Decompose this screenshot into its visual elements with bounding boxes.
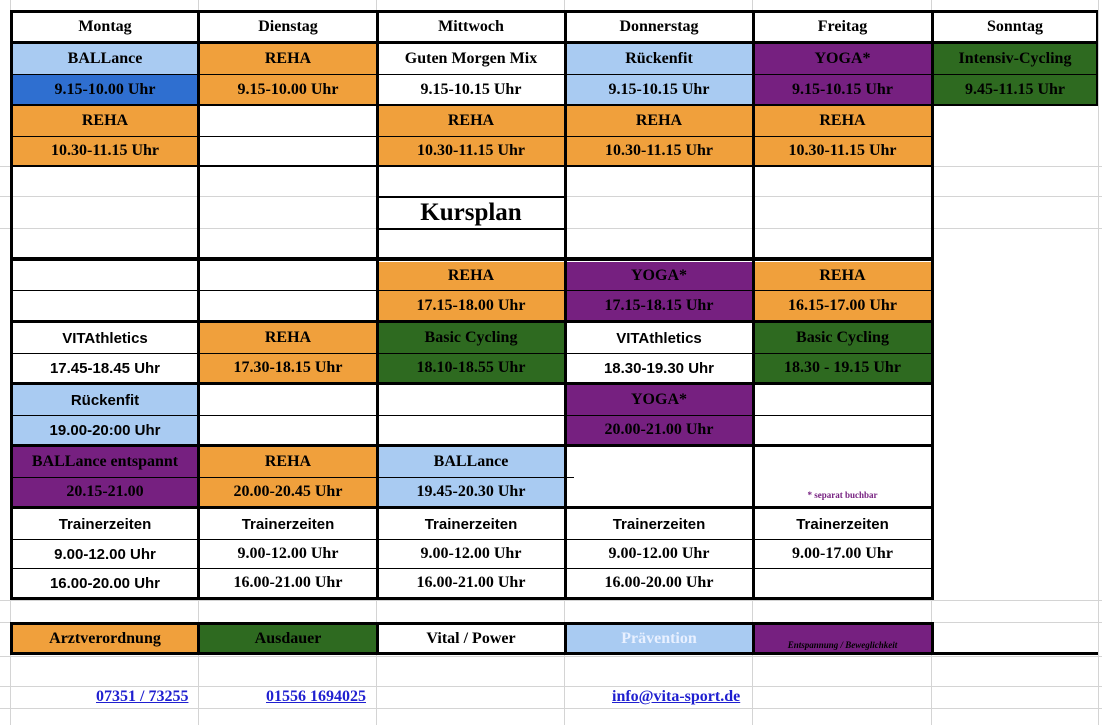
course-time: 18.30-19.30 Uhr bbox=[566, 354, 752, 382]
course-time: 20.00-20.45 Uhr bbox=[200, 478, 376, 506]
course-time: 17.15-18.00 Uhr bbox=[378, 291, 564, 320]
day-header-montag: Montag bbox=[78, 17, 132, 35]
border-line bbox=[10, 622, 13, 655]
trainer-time: 9.00-12.00 Uhr bbox=[420, 545, 522, 562]
border-line bbox=[10, 165, 932, 167]
course-name: BALLance entspannt bbox=[12, 447, 198, 477]
border-line bbox=[10, 444, 932, 447]
day-header-donnerstag: Donnerstag bbox=[619, 17, 699, 35]
gridline bbox=[0, 600, 1102, 601]
course-time: 9.15-10.15 Uhr bbox=[566, 75, 752, 104]
course-name: REHA bbox=[378, 262, 564, 290]
page-title: Kursplan bbox=[420, 199, 522, 226]
course-name: YOGA* bbox=[566, 385, 752, 415]
border-line bbox=[197, 622, 200, 655]
course-name: REHA bbox=[754, 262, 931, 290]
border-line bbox=[376, 228, 566, 230]
border-line bbox=[10, 257, 932, 261]
course-name: REHA bbox=[200, 323, 376, 353]
border-line bbox=[931, 622, 934, 655]
border-line bbox=[10, 652, 1098, 655]
trainer-time: 16.00-21.00 Uhr bbox=[416, 574, 526, 591]
border-line bbox=[1096, 10, 1098, 106]
border-line bbox=[10, 597, 932, 600]
course-time: 10.30-11.15 Uhr bbox=[12, 137, 198, 165]
border-line bbox=[10, 382, 932, 385]
trainer-label: Trainerzeiten bbox=[241, 515, 335, 533]
day-header-dienstag: Dienstag bbox=[258, 17, 318, 35]
course-time: 10.30-11.15 Uhr bbox=[566, 137, 752, 165]
course-name: REHA bbox=[566, 106, 752, 136]
border-line bbox=[10, 136, 932, 137]
gridline bbox=[0, 708, 1102, 709]
course-time: 19.45-20.30 Uhr bbox=[378, 478, 564, 506]
course-time: 19.00-20:00 Uhr bbox=[12, 416, 198, 444]
course-name: REHA bbox=[754, 106, 931, 136]
course-name: YOGA* bbox=[566, 262, 752, 290]
border-line bbox=[10, 104, 1098, 106]
gridline bbox=[1098, 0, 1099, 725]
border-line bbox=[10, 477, 574, 478]
trainer-time: 9.00-12.00 Uhr bbox=[237, 545, 339, 562]
border-line bbox=[376, 622, 379, 655]
legend-praevention: Prävention bbox=[566, 625, 752, 652]
border-line bbox=[10, 415, 932, 416]
course-name: YOGA* bbox=[754, 44, 931, 74]
course-name: REHA bbox=[378, 106, 564, 136]
course-time: 18.10-18.55 Uhr bbox=[378, 354, 564, 382]
course-time: 20.00-21.00 Uhr bbox=[566, 416, 752, 444]
trainer-time: 16.00-20.00 Uhr bbox=[49, 574, 161, 592]
course-name: Rückenfit bbox=[566, 44, 752, 74]
border-line bbox=[10, 10, 13, 600]
trainer-time: 16.00-20.00 Uhr bbox=[604, 574, 714, 591]
phone-link-2[interactable]: 01556 1694025 bbox=[266, 688, 366, 705]
course-name: REHA bbox=[200, 44, 376, 74]
course-name: BALLance bbox=[378, 447, 564, 477]
border-line bbox=[564, 10, 567, 600]
course-name: VITAthletics bbox=[12, 323, 198, 353]
trainer-time: 9.00-17.00 Uhr bbox=[792, 545, 893, 562]
course-name: REHA bbox=[200, 447, 376, 477]
course-name: VITAthletics bbox=[566, 323, 752, 353]
trainer-label: Trainerzeiten bbox=[424, 515, 518, 533]
trainer-time: 9.00-12.00 Uhr bbox=[54, 545, 156, 563]
day-header-mittwoch: Mittwoch bbox=[438, 17, 504, 35]
border-line bbox=[10, 10, 932, 13]
legend-vital-power: Vital / Power bbox=[378, 625, 564, 652]
course-time: 10.30-11.15 Uhr bbox=[754, 137, 931, 165]
border-line bbox=[197, 10, 200, 600]
course-time: 9.15-10.15 Uhr bbox=[754, 75, 931, 104]
legend-ausdauer: Ausdauer bbox=[200, 625, 376, 652]
course-name: Basic Cycling bbox=[754, 323, 931, 353]
border-line bbox=[10, 622, 932, 625]
trainer-time: 16.00-21.00 Uhr bbox=[233, 574, 343, 591]
course-time: 17.15-18.15 Uhr bbox=[566, 291, 752, 320]
legend-entspannung: Entspannung / Beweglichkeit bbox=[754, 625, 931, 652]
course-time: 17.45-18.45 Uhr bbox=[12, 354, 198, 382]
border-line bbox=[10, 353, 932, 354]
border-line bbox=[376, 10, 379, 600]
course-time: 9.45-11.15 Uhr bbox=[933, 75, 1097, 104]
trainer-label: Trainerzeiten bbox=[796, 515, 889, 533]
course-time: 9.15-10.15 Uhr bbox=[378, 75, 564, 104]
course-name: Intensiv-Cycling bbox=[933, 44, 1097, 74]
course-time: 20.15-21.00 bbox=[12, 478, 198, 506]
border-line bbox=[10, 568, 932, 569]
email-link[interactable]: info@vita-sport.de bbox=[612, 688, 741, 705]
course-time: 9.15-10.00 Uhr bbox=[200, 75, 376, 104]
border-line bbox=[564, 622, 567, 655]
separat-buchbar-note: * separat buchbar bbox=[807, 490, 878, 500]
border-line bbox=[752, 10, 755, 600]
border-line bbox=[10, 320, 932, 323]
day-header-freitag: Freitag bbox=[817, 17, 868, 35]
phone-link-1[interactable]: 07351 / 73255 bbox=[96, 688, 189, 705]
course-name: BALLance bbox=[12, 44, 198, 74]
border-line bbox=[752, 622, 755, 655]
trainer-label: Trainerzeiten bbox=[612, 515, 706, 533]
trainer-time bbox=[754, 569, 931, 597]
course-time: 16.15-17.00 Uhr bbox=[754, 291, 931, 320]
day-header-sonntag: Sonntag bbox=[986, 17, 1044, 35]
course-name: Guten Morgen Mix bbox=[378, 44, 564, 74]
gridline bbox=[0, 656, 1102, 657]
legend-arztverordnung: Arztverordnung bbox=[12, 625, 198, 652]
course-time: 17.30-18.15 Uhr bbox=[200, 354, 376, 382]
border-line bbox=[10, 74, 1098, 75]
course-time: 10.30-11.15 Uhr bbox=[378, 137, 564, 165]
border-line bbox=[376, 196, 566, 198]
course-time: 18.30 - 19.15 Uhr bbox=[754, 354, 931, 382]
trainer-time: 9.00-12.00 Uhr bbox=[608, 545, 710, 562]
course-name: Rückenfit bbox=[12, 385, 198, 415]
border-line bbox=[931, 10, 934, 600]
border-line bbox=[10, 539, 932, 540]
course-time: 9.15-10.00 Uhr bbox=[12, 75, 198, 104]
border-line bbox=[10, 290, 932, 291]
course-name: Basic Cycling bbox=[378, 323, 564, 353]
trainer-label: Trainerzeiten bbox=[58, 515, 152, 533]
border-line bbox=[10, 41, 1098, 44]
border-line bbox=[10, 506, 932, 509]
course-name: REHA bbox=[12, 106, 198, 136]
border-line bbox=[931, 10, 1098, 13]
